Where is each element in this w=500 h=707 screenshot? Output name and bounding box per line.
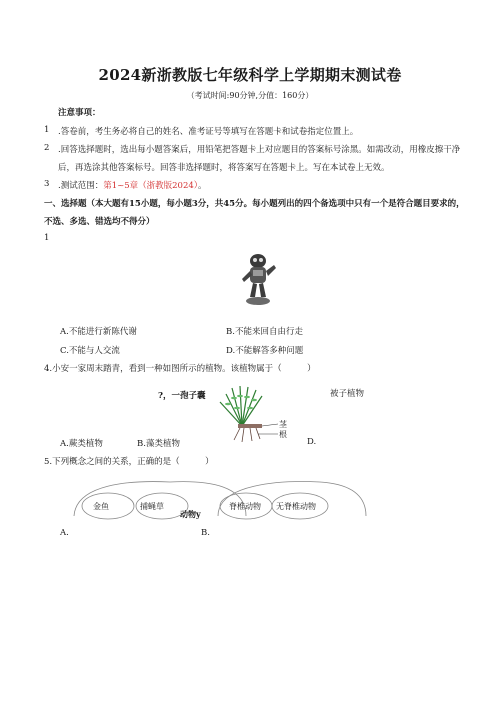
q4-option-b: B.藻类植物 [137, 439, 180, 449]
q4-right-text: 被子植物 [330, 389, 365, 399]
note-2-number: 2 [44, 143, 50, 153]
q4-option-a: A.蕨类植物 [60, 439, 103, 449]
section-1-heading-cont: 不选、多选、错选均不得分） [44, 217, 155, 227]
q4-option-d: D. [307, 437, 317, 447]
page-title: 2024新浙教版七年级科学上学期期末测试卷 [98, 66, 402, 84]
fern-figure [212, 386, 322, 444]
question-1-number: 1 [44, 233, 50, 243]
scope-end: 。 [198, 181, 207, 191]
venn-mid-label: 动物y [180, 509, 201, 519]
root-label: 根 [279, 430, 287, 439]
venn-b-vertebrate: 脊椎动物 [229, 502, 261, 511]
q5-option-b: B. [201, 528, 210, 538]
venn-a-flytrap: 捕蝇草 [140, 502, 164, 511]
note-3-text [58, 179, 207, 191]
venn-a-goldfish: 金鱼 [93, 502, 109, 511]
note-1-number: 1 [44, 125, 50, 135]
sporangium-label: ?，一孢子囊 [158, 391, 206, 401]
q1-option-a: A.不能进行新陈代谢 [60, 327, 137, 337]
note-1-text: .答卷前，考生务必将自己的姓名、准考证号等填写在答题卡和试卷指定位置上。 [58, 127, 359, 137]
note-2-text-cont: 后，再选涂其他答案标号。回答非选择题时，将答案写在答题卡上。写在本试卷上无效。 [58, 163, 390, 173]
scope-range: 第1~5章（浙教版2024） [103, 181, 199, 191]
notes-heading: 注意事项： [58, 108, 101, 118]
q5-option-a: A. [60, 528, 69, 538]
robot-figure [238, 249, 278, 307]
question-4-stem: 4.小安一家周末踏青，看到一种如图所示的植物。该植物属于（ ） [44, 364, 316, 374]
note-2-text: .回答选择题时，选出每小题答案后，用铅笔把答题卡上对应题目的答案标号涂黑。如需改动，用橡皮擦干净 [58, 145, 461, 155]
q1-option-d: D.不能解答多种问题 [226, 346, 304, 356]
q1-option-b: B.不能来回自由行走 [226, 327, 303, 337]
venn-diagram-figure [70, 476, 370, 524]
question-5-stem: 5.下列概念之间的关系，正确的是（ ） [44, 457, 214, 467]
exam-info: （考试时间:90分钟,分值：160分） [186, 91, 314, 100]
q1-option-c: C.不能与人交流 [60, 346, 120, 356]
venn-b-invertebrate: 无脊椎动物 [276, 502, 316, 511]
note-3-number: 3 [44, 179, 50, 189]
section-1-heading: 一、选择题（本大题有15小题，每小题3分，共45分。每小题列出的四个备选项中只有一个是符合题目要求的， [44, 199, 465, 209]
scope-label: .测试范围： [58, 181, 104, 191]
stem-label: 茎 [279, 420, 287, 429]
